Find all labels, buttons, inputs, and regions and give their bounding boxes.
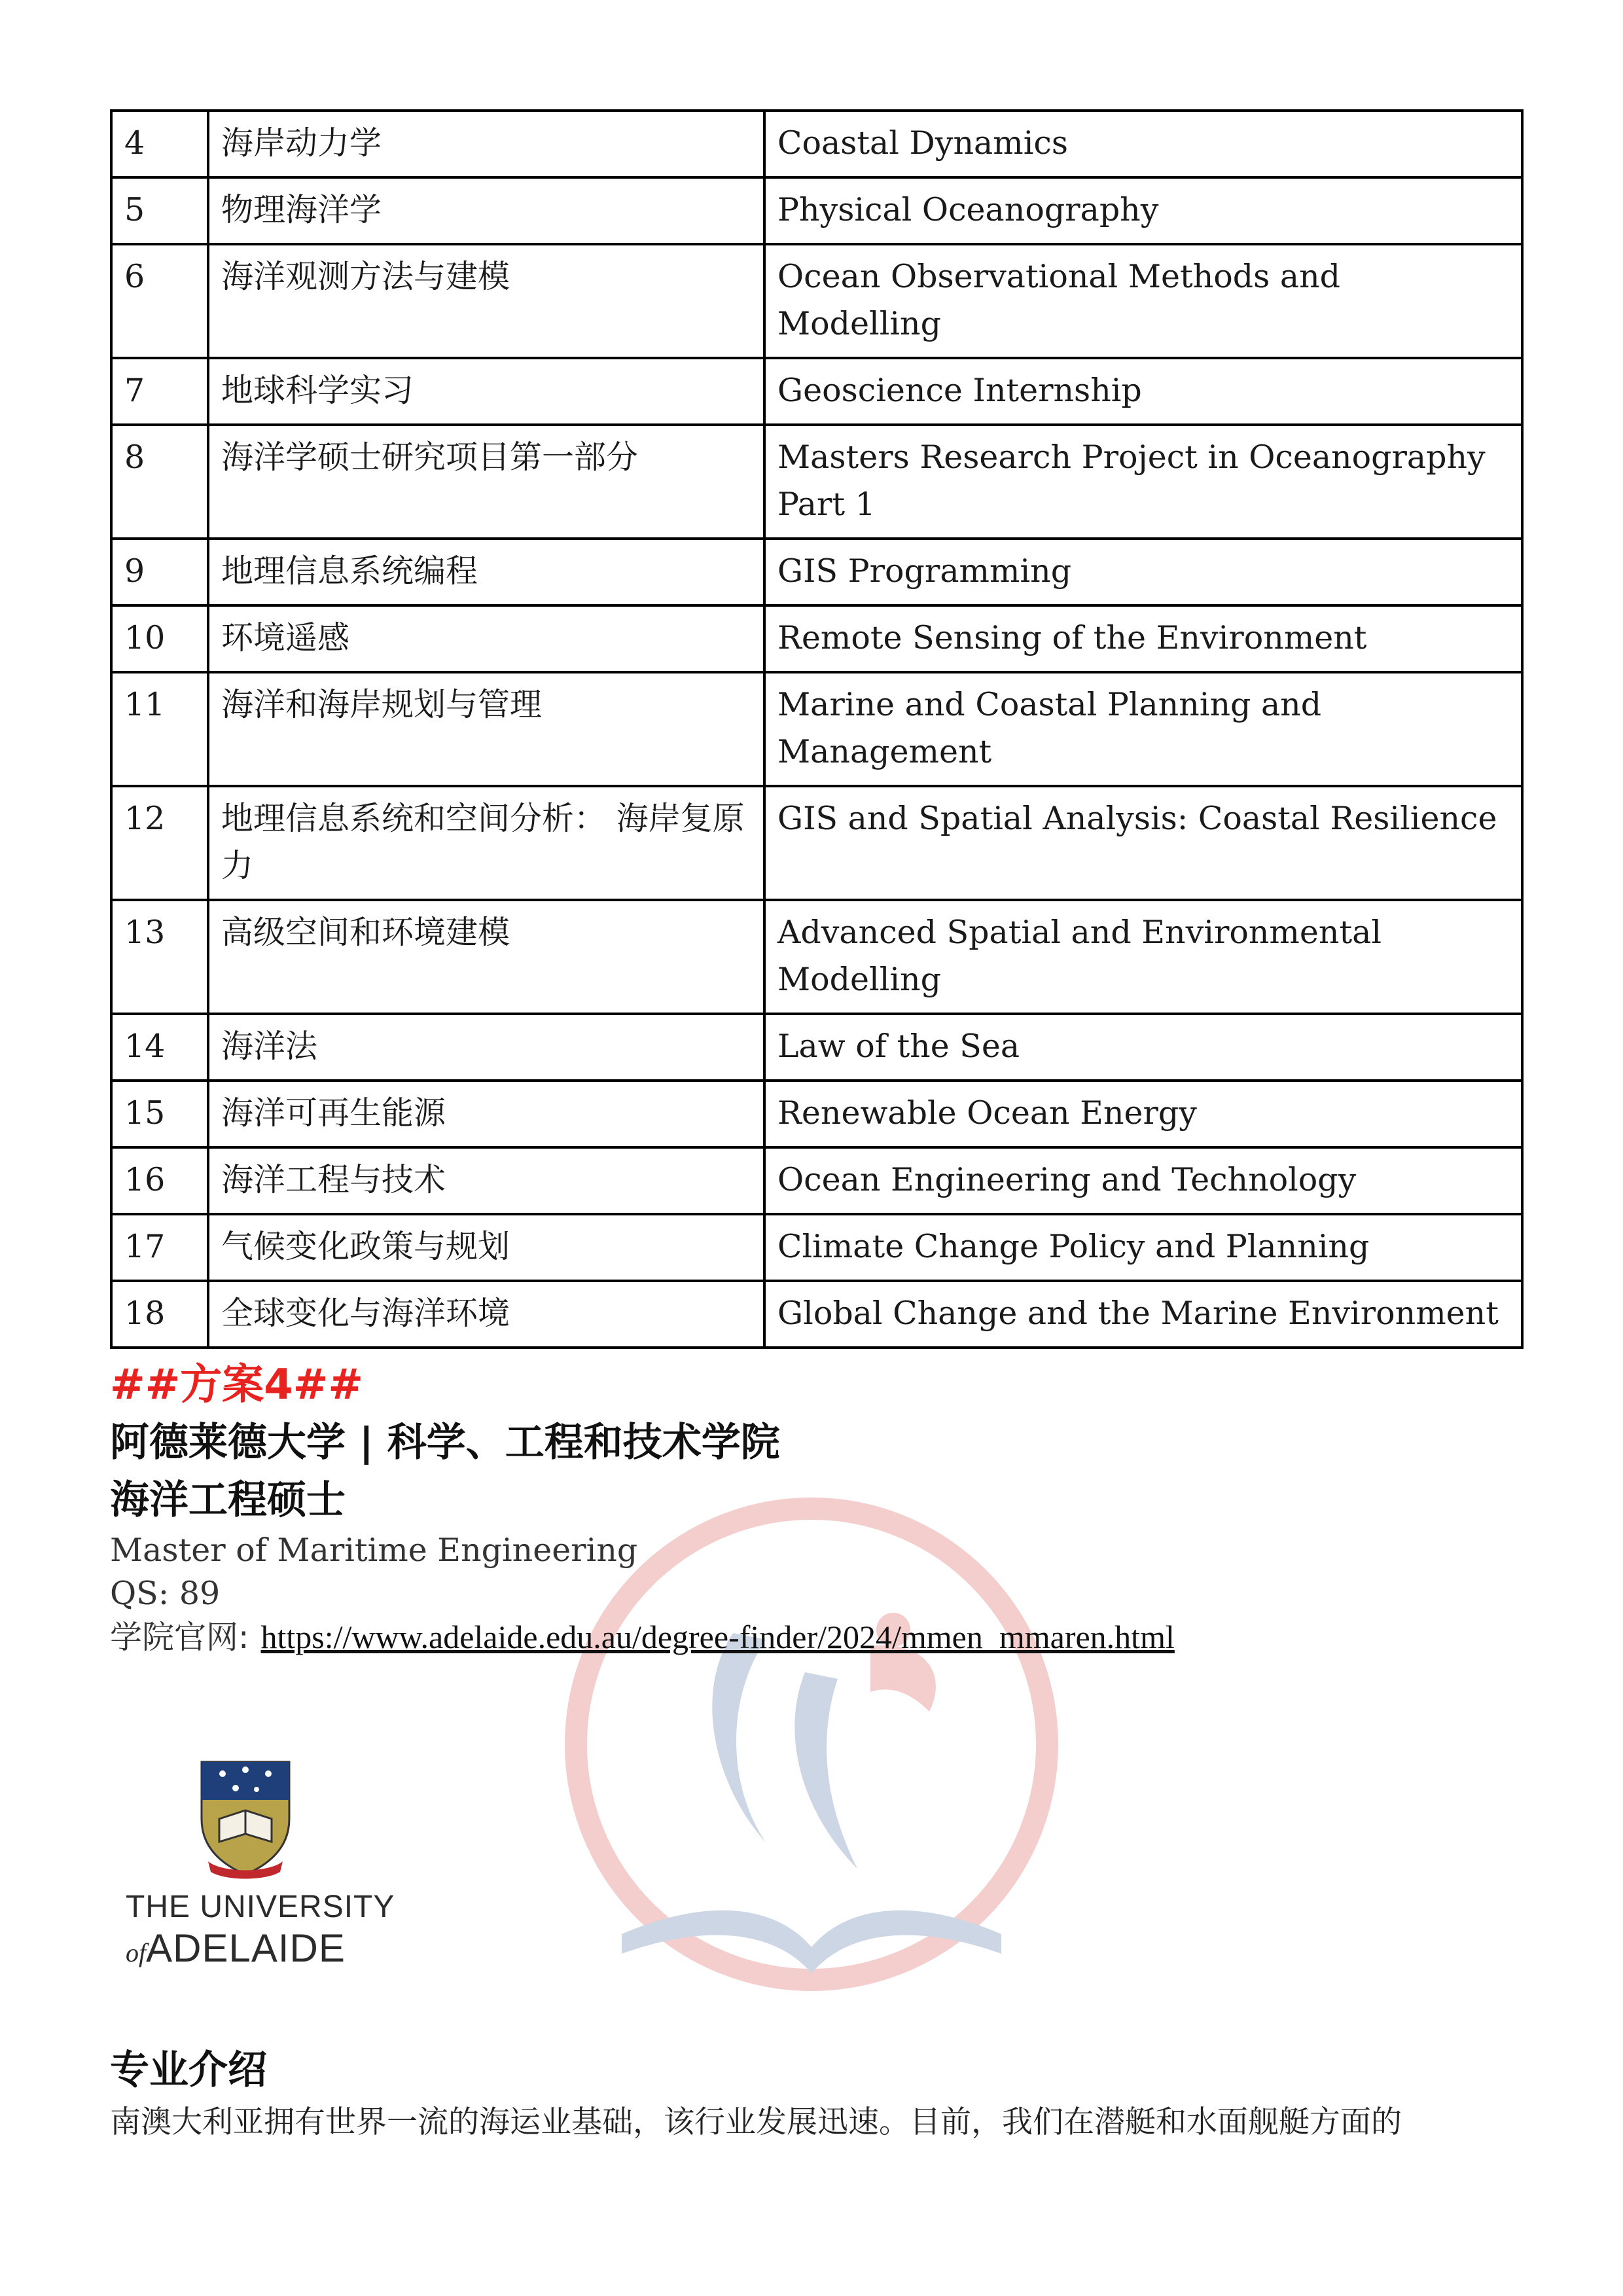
course-name-cn: 环境遥感: [208, 605, 764, 672]
course-name-cn: 海洋法: [208, 1014, 764, 1081]
plan-heading: ##方案4##: [110, 1361, 364, 1409]
course-name-en: Geoscience Internship: [764, 358, 1522, 425]
table-row: [111, 539, 1522, 605]
course-name-cn: 海洋学硕士研究项目第一部分: [208, 425, 764, 539]
table-row: [111, 786, 1522, 900]
course-name-cn: 高级空间和环境建模: [208, 900, 764, 1014]
course-name-cn: 气候变化政策与规划: [208, 1214, 764, 1281]
course-name-en: GIS Programming: [764, 539, 1522, 605]
course-number: 10: [111, 605, 208, 672]
table-row: [111, 244, 1522, 358]
table-row: [111, 177, 1522, 244]
logo-text-name: ADELAIDE: [146, 1926, 346, 1970]
course-number: 12: [111, 786, 208, 900]
course-name-cn: 地球科学实习: [208, 358, 764, 425]
course-name-en: Renewable Ocean Energy: [764, 1081, 1522, 1147]
course-name-en: Coastal Dynamics: [764, 111, 1522, 177]
course-name-cn: 物理海洋学: [208, 177, 764, 244]
logo-text-line1: THE UNIVERSITY: [126, 1890, 395, 1924]
course-name-en: Masters Research Project in Oceanography Part 1: [764, 425, 1522, 539]
course-name-cn: 地理信息系统编程: [208, 539, 764, 605]
table-row: [111, 1147, 1522, 1214]
intro-heading: 专业介绍: [110, 2047, 267, 2093]
course-number: 13: [111, 900, 208, 1014]
course-number: 8: [111, 425, 208, 539]
course-name-en: Ocean Engineering and Technology: [764, 1147, 1522, 1214]
course-number: 16: [111, 1147, 208, 1214]
program-title-cn: 海洋工程硕士: [110, 1477, 346, 1523]
course-number: 6: [111, 244, 208, 358]
course-number: 7: [111, 358, 208, 425]
table-row: [111, 358, 1522, 425]
course-number: 11: [111, 672, 208, 786]
course-name-en: Physical Oceanography: [764, 177, 1522, 244]
table-row: [111, 111, 1522, 177]
course-name-cn: 海洋工程与技术: [208, 1147, 764, 1214]
plan-section: [110, 1356, 1524, 1659]
course-name-en: Remote Sensing of the Environment: [764, 605, 1522, 672]
table-row: [111, 605, 1522, 672]
table-row: [111, 425, 1522, 539]
logo-text-line2: [126, 1926, 374, 1971]
course-number: 17: [111, 1214, 208, 1281]
course-name-cn: 地理信息系统和空间分析： 海岸复原力: [208, 786, 764, 900]
table-row: [111, 1281, 1522, 1348]
table-row: [111, 1214, 1522, 1281]
course-name-cn: 全球变化与海洋环境: [208, 1281, 764, 1348]
course-name-en: Marine and Coastal Planning and Management: [764, 672, 1522, 786]
course-name-en: Advanced Spatial and Environmental Modelling: [764, 900, 1522, 1014]
course-name-en: Law of the Sea: [764, 1014, 1522, 1081]
course-name-en: Ocean Observational Methods and Modelling: [764, 244, 1522, 358]
website-link[interactable]: https://www.adelaide.edu.au/degree-finder/2024/mmen_mmaren.html: [260, 1619, 1175, 1655]
course-number: 14: [111, 1014, 208, 1081]
university-crest-icon: [196, 1757, 294, 1881]
course-name-cn: 海洋和海岸规划与管理: [208, 672, 764, 786]
table-row: [111, 1081, 1522, 1147]
table-row: [111, 672, 1522, 786]
table-row: [111, 900, 1522, 1014]
university-logo: [110, 1728, 395, 1990]
course-number: 9: [111, 539, 208, 605]
course-name-en: Global Change and the Marine Environment: [764, 1281, 1522, 1348]
course-number: 18: [111, 1281, 208, 1348]
course-table-body: [111, 111, 1522, 1348]
program-intro: [110, 2041, 1550, 2145]
logo-text-of: of: [126, 1938, 147, 1967]
faculty-website-line: [110, 1615, 1524, 1659]
table-row: [111, 1014, 1522, 1081]
qs-ranking: QS: 89: [110, 1575, 221, 1612]
course-name-cn: 海洋观测方法与建模: [208, 244, 764, 358]
course-number: 5: [111, 177, 208, 244]
course-table: [110, 109, 1524, 1349]
course-number: 4: [111, 111, 208, 177]
program-title-en: Master of Maritime Engineering: [110, 1532, 638, 1569]
course-name-en: Climate Change Policy and Planning: [764, 1214, 1522, 1281]
website-label: 学院官网:: [110, 1619, 249, 1656]
university-faculty-title: 阿德莱德大学 | 科学、工程和技术学院: [110, 1420, 780, 1465]
intro-text: 南澳大利亚拥有世界一流的海运业基础，该行业发展迅速。目前，我们在潜艇和水面舰艇方面的: [110, 2104, 1402, 2140]
course-name-cn: 海岸动力学: [208, 111, 764, 177]
course-name-en: GIS and Spatial Analysis: Coastal Resilience: [764, 786, 1522, 900]
course-name-cn: 海洋可再生能源: [208, 1081, 764, 1147]
course-number: 15: [111, 1081, 208, 1147]
